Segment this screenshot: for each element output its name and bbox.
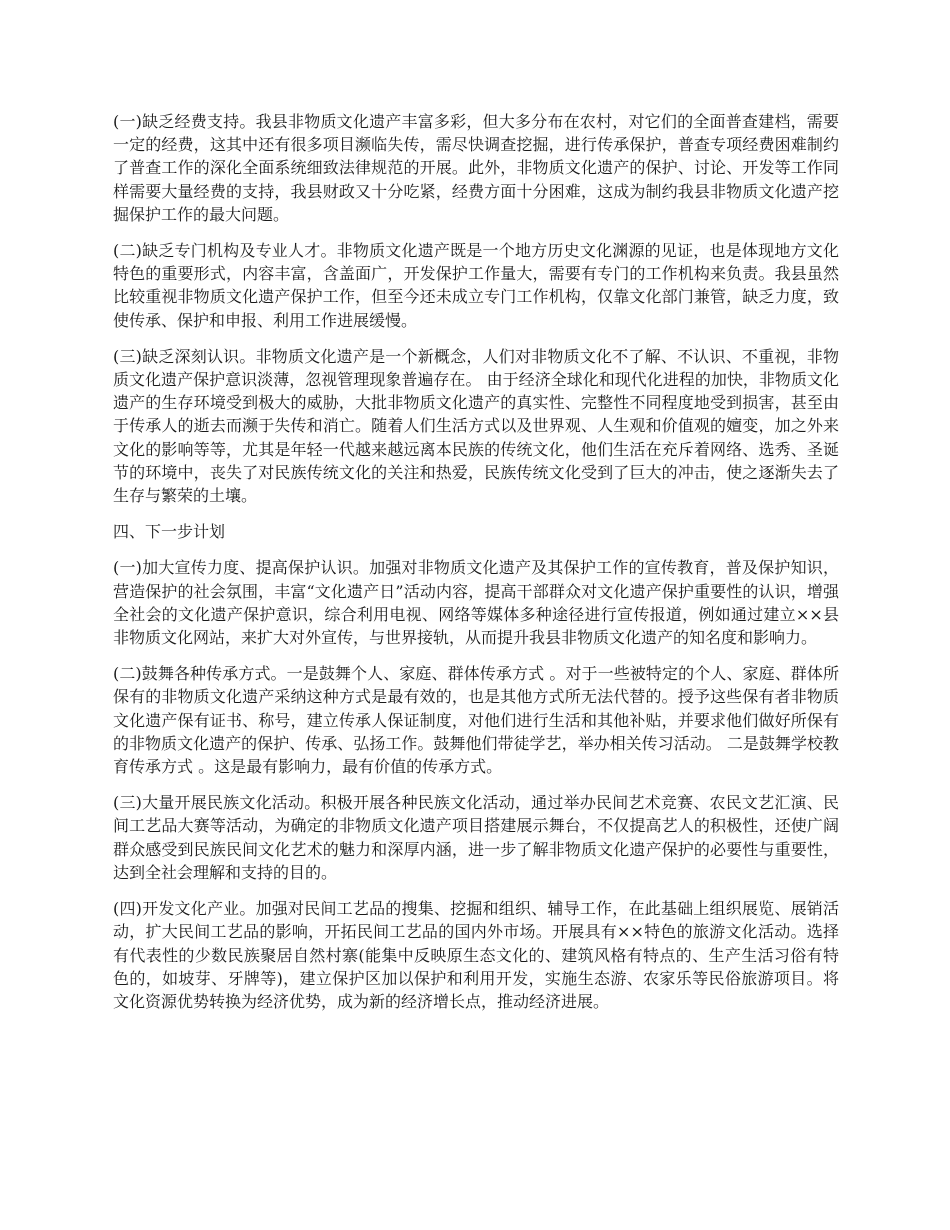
- paragraph-institutions: (二)缺乏专门机构及专业人才。非物质文化遗产既是一个地方历史文化渊源的见证，也是体现地方文化特色的重要形式，内容丰富，含盖面广，开发保护工作量大，需要有专门的工作机构来负责。我县虽然比较重视非物质文化遗产保护工作，但至今还未成立专门工作机构，仅靠文化部门兼管，缺乏力度，致使传承、保护和申报、利用工作进展缓慢。: [113, 241, 839, 330]
- paragraph-funding: (一)缺乏经费支持。我县非物质文化遗产丰富多彩，但大多分布在农村，对它们的全面普查建档，需要一定的经费，这其中还有很多项目濒临失传，需尽快调查挖掘，进行传承保护，普查专项经费困难制约了普查工作的深化全面系统细致法律规范的开展。此外，非物质文化遗产的保护、讨论、开发等工作同样需要大量经费的支持，我县财政又十分吃紧，经费方面十分困难，这成为制约我县非物质文化遗产挖掘保护工作的最大问题。: [113, 112, 839, 224]
- document-page: [113, 110, 839, 1026]
- paragraph-awareness: (三)缺乏深刻认识。非物质文化遗产是一个新概念，人们对非物质文化不了解、不认识、不重视，非物质文化遗产保护意识淡薄，忽视管理现象普遍存在。 由于经济全球化和现代化进程的加快，非物质文化遗产的生存环境受到极大的威胁，大批非物质文化遗产的真实性、完整性不同程度地受到损害，甚至由于传承人的逝去而濒于失传和消亡。随着人们生活方式以及世界观、人生观和价值观的嬗变，加之外来文化的影响等等，尤其是年轻一代越来越远离本民族的传统文化，他们生活在充斥着网络、选秀、圣诞节的环境中，丧失了对民族传统文化的关注和热爱，民族传统文化受到了巨大的冲击，使之逐渐失去了生存与繁荣的土壤。: [113, 346, 839, 506]
- paragraph-inheritance: (二)鼓舞各种传承方式。一是鼓舞个人、家庭、群体传承方式 。对于一些被特定的个人、家庭、群体所保有的非物质文化遗产采纳这种方式是最有效的，也是其他方式所无法代替的。授予这些保有者非物质文化遗产保有证书、称号，建立传承人保证制度，对他们进行生活和其他补贴，并要求他们做好所保有的非物质文化遗产的保护、传承、弘扬工作。鼓舞他们带徒学艺，举办相关传习活动。 二是鼓舞学校教育传承方式 。这是最有影响力，最有价值的传承方式。: [113, 664, 839, 777]
- paragraph-industry: (四)开发文化产业。加强对民间工艺品的搜集、挖掘和组织、辅导工作，在此基础上组织展览、展销活动，扩大民间工艺品的影响，开拓民间工艺品的国内外市场。开展具有××特色的旅游文化活动。选择有代表性的少数民族聚居自然村寨(能集中反映原生态文化的、建筑风格有特点的、生产生活习俗有特色的，如坡芽、牙牌等)，建立保护区加以保护和利用开发，实施生态游、农家乐等民俗旅游项目。将文化资源优势转换为经济优势，成为新的经济增长点，推动经济进展。: [113, 899, 839, 1011]
- paragraph-publicity: (一)加大宣传力度、提高保护认识。加强对非物质文化遗产及其保护工作的宣传教育，普及保护知识，营造保护的社会氛围，丰富“文化遗产日”活动内容，提高干部群众对文化遗产保护重要性的认识，增强全社会的文化遗产保护意识，综合利用电视、网络等媒体多种途径进行宣传报道，例如通过建立××县非物质文化网站，来扩大对外宣传，与世界接轨，从而提升我县非物质文化遗产的知名度和影响力。: [113, 558, 839, 648]
- section-heading: 四、下一步计划: [113, 522, 226, 542]
- paragraph-activities: (三)大量开展民族文化活动。积极开展各种民族文化活动，通过举办民间艺术竞赛、农民文艺汇演、民间工艺品大赛等活动，为确定的非物质文化遗产项目搭建展示舞台，不仅提高艺人的积极性，还使广阔群众感受到民族民间文化艺术的魅力和深厚内涵，进一步了解非物质文化遗产保护的必要性与重要性，达到全社会理解和支持的目的。: [113, 793, 839, 882]
